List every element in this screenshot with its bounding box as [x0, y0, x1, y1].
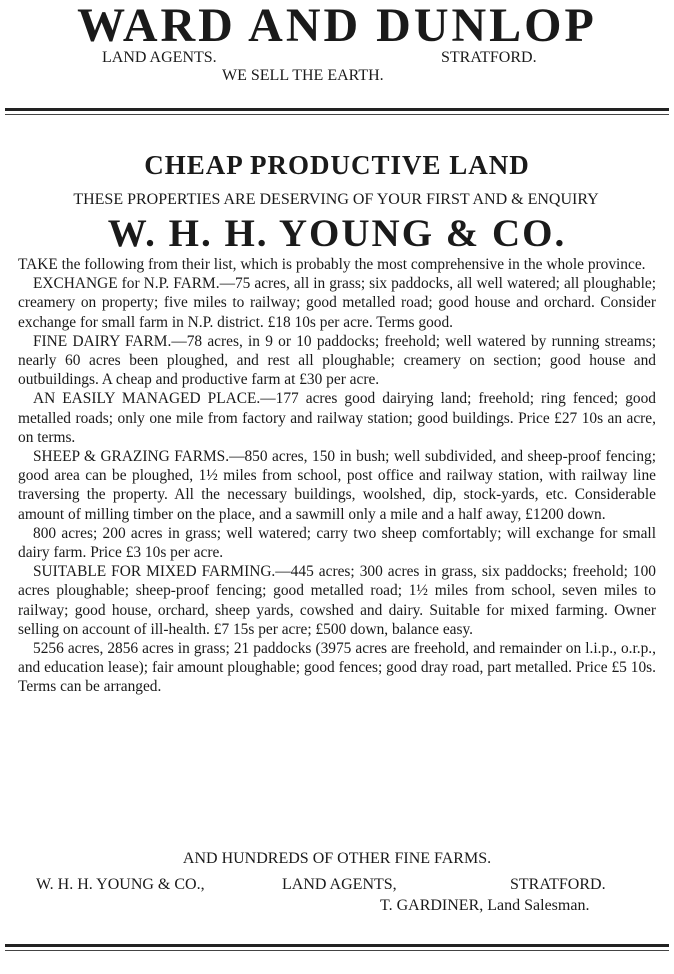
bottom-rule-secondary: [5, 950, 669, 951]
listing-paragraph: 5256 acres, 2856 acres in grass; 21 paddocks (3975 acres are freehold, and remainder on l.i.p., o.r.p., and education lease); fair amount ploughable; good fences; good dray road, part metalled. Price £5 10s. Terms can be arranged.: [18, 640, 656, 696]
footer-role: LAND AGENTS,: [282, 876, 397, 893]
slogan: WE SELL THE EARTH.: [222, 67, 384, 84]
ad-subline: THESE PROPERTIES ARE DESERVING OF YOUR FIRST AND & ENQUIRY: [73, 191, 599, 208]
intro-paragraph: TAKE the following from their list, which is probably the most comprehensive in the whole province.: [18, 256, 646, 273]
bottom-rule: [5, 944, 669, 947]
footer-town: STRATFORD.: [510, 876, 606, 893]
top-rule-secondary: [5, 114, 669, 115]
listing-paragraph: FINE DAIRY FARM.—78 acres, in 9 or 10 paddocks; freehold; well watered by running streams; nearly 60 acres been ploughed, and rest all ploughable; creamery on section; good house and outbuildings. A cheap and productive farm at £30 per acre.: [18, 332, 656, 389]
listing-paragraph: SUITABLE FOR MIXED FARMING.—445 acres; 300 acres in grass, six paddocks; freehold; 100 acres ploughable; sheep-proof fencing; good metalled road; 1½ miles from school, seven miles to railway; good house, orchard, sheep yards, cowshed and dairy. Suitable for mixed farming. Owner selling on account of ill-health. £7 15s per acre; £500 down, balance easy.: [18, 563, 656, 638]
top-rule: [5, 108, 669, 111]
footer-salesman: T. GARDINER, Land Salesman.: [380, 897, 590, 914]
ad-headline: CHEAP PRODUCTIVE LAND: [144, 150, 530, 180]
stratford-label: STRATFORD.: [441, 49, 537, 66]
ward-dunlop-title: WARD AND DUNLOP: [77, 0, 597, 52]
footer-company: W. H. H. YOUNG & CO.,: [36, 876, 205, 893]
listing-paragraph: 800 acres; 200 acres in grass; well watered; carry two sheep comfortably; will exchange for small dairy farm. Price £3 10s per acre.: [18, 524, 656, 562]
listings-body: [18, 255, 656, 697]
closing-line: AND HUNDREDS OF OTHER FINE FARMS.: [182, 850, 492, 867]
listing-paragraph: AN EASILY MANAGED PLACE.—177 acres good dairying land; freehold; ring fenced; good metalled roads; only one mile from factory and railway station; good buildings. Price £27 10s an acre, on terms.: [18, 390, 656, 446]
listing-paragraph: SHEEP & GRAZING FARMS.—850 acres, 150 in bush; well subdivided, and sheep-proof fencing; good area can be ploughed, 1½ miles from school, post office and railway station, with railway line traversing the property. All the necessary buildings, woolshed, dip, stock-yards, etc. Considerable amount of milling timber on the place, and a sawmill only a mile and a half away, £1200 down.: [18, 448, 656, 523]
company-name: W. H. H. YOUNG & CO.: [107, 212, 567, 255]
listing-paragraph: EXCHANGE for N.P. FARM.—75 acres, all in grass; six paddocks, all well watered; all ploughable; creamery on property; five miles to railway; good metalled road; good house and orchard. Consider exchange for small farm in N.P. district. £18 10s per acre. Terms good.: [18, 275, 656, 331]
land-agents-label: LAND AGENTS.: [102, 49, 217, 66]
